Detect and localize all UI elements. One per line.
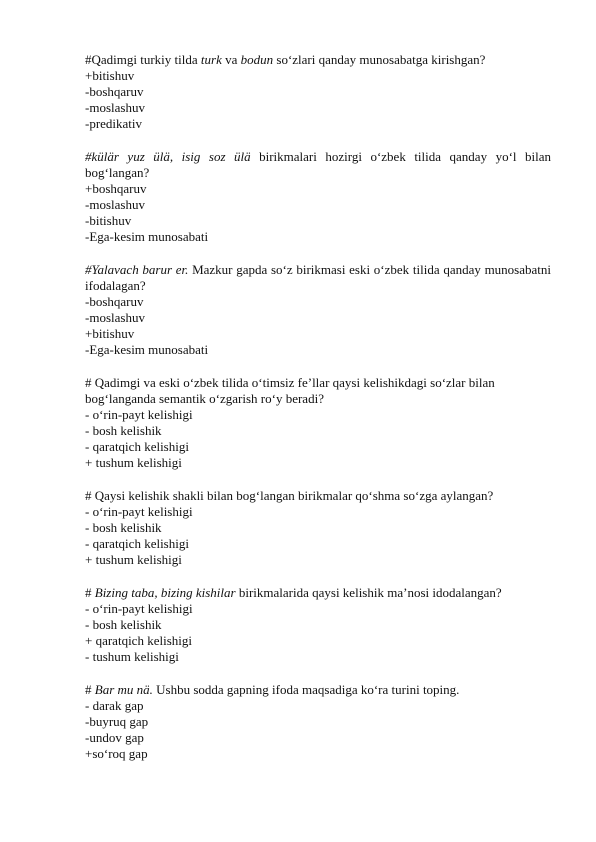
answer-option: -boshqaruv: [85, 294, 144, 309]
question-segment-italic: turk: [200, 52, 222, 67]
question-segment-italic: #Yalavach barur er.: [85, 262, 189, 277]
question-segment: Ushbu sodda gapning ifoda maqsadiga koʻra turini toping.: [152, 682, 460, 697]
answer-option: - tushum kelishigi: [85, 649, 179, 664]
question-text: [85, 375, 551, 407]
question-segment-italic: #külär yuz ülä, isig soz ülä: [85, 149, 251, 164]
question-segment: #Qadimgi turkiy tilda: [85, 52, 201, 67]
answer-option: + tushum kelishigi: [85, 455, 182, 470]
answer-option: - qaratqich kelishigi: [85, 536, 189, 551]
answer-option: -predikativ: [85, 116, 143, 131]
question-block-6: [85, 585, 551, 665]
answer-option: -undov gap: [85, 730, 144, 745]
answer-option: + tushum kelishigi: [85, 552, 182, 567]
document-page: [85, 52, 551, 779]
question-segment: #: [85, 682, 95, 697]
question-segment-italic: Bizing taba, bizing kishilar: [94, 585, 236, 600]
question-segment: va: [221, 52, 241, 67]
answer-option: -boshqaruv: [85, 84, 144, 99]
answer-option: - o‘rin-payt kelishigi: [85, 504, 193, 519]
question-segment: #: [85, 585, 95, 600]
answer-option: - qaratqich kelishigi: [85, 439, 189, 454]
question-block-3: [85, 262, 551, 358]
answer-option: - darak gap: [85, 698, 144, 713]
question-segment: # Qadimgi va eski o‘zbek tilida o‘timsiz fe’llar qaysi kelishikdagi so‘zlar bilan bog‘langanda semantik o‘zgarish ro‘y beradi?: [85, 375, 495, 406]
question-text: [85, 149, 551, 181]
answer-option: - o‘rin-payt kelishigi: [85, 601, 193, 616]
answer-option: -Ega-kesim munosabati: [85, 229, 209, 244]
answer-option: +bitishuv: [85, 326, 135, 341]
question-segment: Mazkur gapda so‘z birikmasi eski o‘zbek tilida qanday munosabatni ifodalagan?: [85, 262, 552, 293]
question-block-2: [85, 149, 551, 245]
answer-option: -Ega-kesim munosabati: [85, 342, 209, 357]
answer-option: - bosh kelishik: [85, 617, 162, 632]
answer-option: - bosh kelishik: [85, 423, 162, 438]
answer-option: -moslashuv: [85, 100, 145, 115]
question-block-4: [85, 375, 551, 471]
question-block-7: [85, 682, 551, 762]
answer-option: -moslashuv: [85, 310, 145, 325]
question-text: [85, 262, 551, 294]
question-segment: birikmalarida qaysi kelishik ma’nosi idodalangan?: [235, 585, 502, 600]
question-segment: birikmalari hozirgi o‘zbek tilida qanday yo‘l bilan bog‘langan?: [85, 149, 551, 180]
question-text: [85, 488, 551, 504]
answer-option: +boshqaruv: [85, 181, 147, 196]
answer-option: + qaratqich kelishigi: [85, 633, 192, 648]
question-text: [85, 52, 551, 68]
answer-option: -buyruq gap: [85, 714, 149, 729]
question-block-5: [85, 488, 551, 568]
question-block-1: [85, 52, 551, 132]
question-segment-italic: Bar mu nä.: [94, 682, 153, 697]
answer-option: +so‘roq gap: [85, 746, 148, 761]
answer-option: -bitishuv: [85, 213, 132, 228]
question-segment: # Qaysi kelishik shakli bilan bog‘langan birikmalar qo‘shma so‘zga aylangan?: [85, 488, 494, 503]
answer-option: +bitishuv: [85, 68, 135, 83]
answer-option: - o‘rin-payt kelishigi: [85, 407, 193, 422]
question-segment: so‘zlari qanday munosabatga kirishgan?: [273, 52, 486, 67]
answer-option: - bosh kelishik: [85, 520, 162, 535]
question-text: [85, 682, 551, 698]
answer-option: -moslashuv: [85, 197, 145, 212]
question-text: [85, 585, 551, 601]
question-segment-italic: bodun: [240, 52, 274, 67]
